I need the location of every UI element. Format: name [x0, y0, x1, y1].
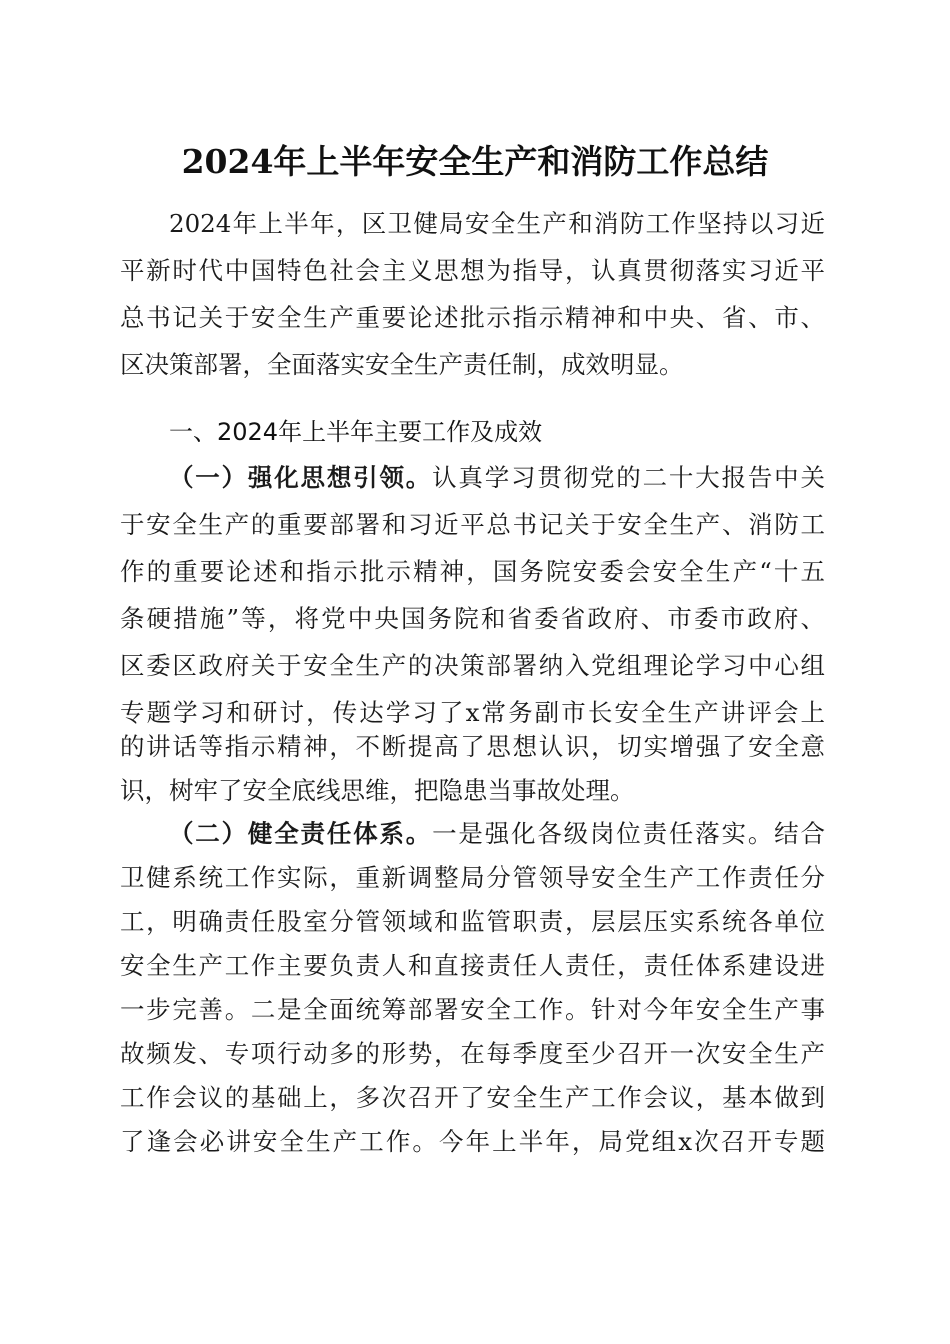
paragraph-line: 工，明确责任股室分管领域和监管职责，层层压实系统各单位 — [120, 907, 825, 936]
paragraph-line — [169, 814, 825, 854]
paragraph-line: 工作会议的基础上，多次召开了安全生产工作会议，基本做到 — [120, 1083, 825, 1112]
subsection-1-label: （一）强化思想引领。 — [169, 463, 433, 492]
paragraph-line: 2024年上半年，区卫健局安全生产和消防工作坚持以习近 — [169, 209, 825, 238]
paragraph-line: 识，树牢了安全底线思维，把隐患当事故处理。 — [120, 776, 635, 805]
paragraph-line: 于安全生产的重要部署和习近平总书记关于安全生产、消防工 — [120, 510, 825, 539]
paragraph-line: 作的重要论述和指示批示精神，国务院安委会安全生产“十五 — [120, 557, 825, 586]
subsection-1-text: 认真学习贯彻党的二十大报告中关 — [432, 463, 825, 492]
paragraph-line: 一步完善。二是全面统筹部署安全工作。针对今年安全生产事 — [120, 995, 825, 1024]
document-title: 2024年上半年安全生产和消防工作总结 — [181, 142, 769, 181]
paragraph-line: 卫健系统工作实际，重新调整局分管领导安全生产工作责任分 — [120, 863, 825, 892]
paragraph-line: 平新时代中国特色社会主义思想为指导，认真贯彻落实习近平 — [120, 256, 825, 285]
paragraph-line: 专题学习和研讨，传达学习了x常务副市长安全生产讲评会上 — [120, 698, 825, 727]
paragraph-line: 了逢会必讲安全生产工作。今年上半年，局党组x次召开专题 — [120, 1127, 825, 1156]
paragraph-line: 故频发、专项行动多的形势，在每季度至少召开一次安全生产 — [120, 1039, 825, 1068]
paragraph-line: 总书记关于安全生产重要论述批示指示精神和中央、省、市、 — [120, 303, 825, 332]
subsection-2-text: 一是强化各级岗位责任落实。结合 — [432, 819, 825, 848]
paragraph-line — [169, 458, 825, 498]
paragraph-line: 条硬措施”等，将党中央国务院和省委省政府、市委市政府、 — [120, 604, 825, 633]
paragraph-line: 区委区政府关于安全生产的决策部署纳入党组理论学习中心组 — [120, 651, 825, 680]
section-heading: 一、2024年上半年主要工作及成效 — [169, 418, 543, 446]
paragraph-line: 区决策部署，全面落实安全生产责任制，成效明显。 — [120, 350, 684, 379]
paragraph-line: 安全生产工作主要负责人和直接责任人责任，责任体系建设进 — [120, 951, 825, 980]
subsection-2-label: （二）健全责任体系。 — [169, 819, 433, 848]
paragraph-line: 的讲话等指示精神，不断提高了思想认识，切实增强了安全意 — [120, 732, 825, 761]
